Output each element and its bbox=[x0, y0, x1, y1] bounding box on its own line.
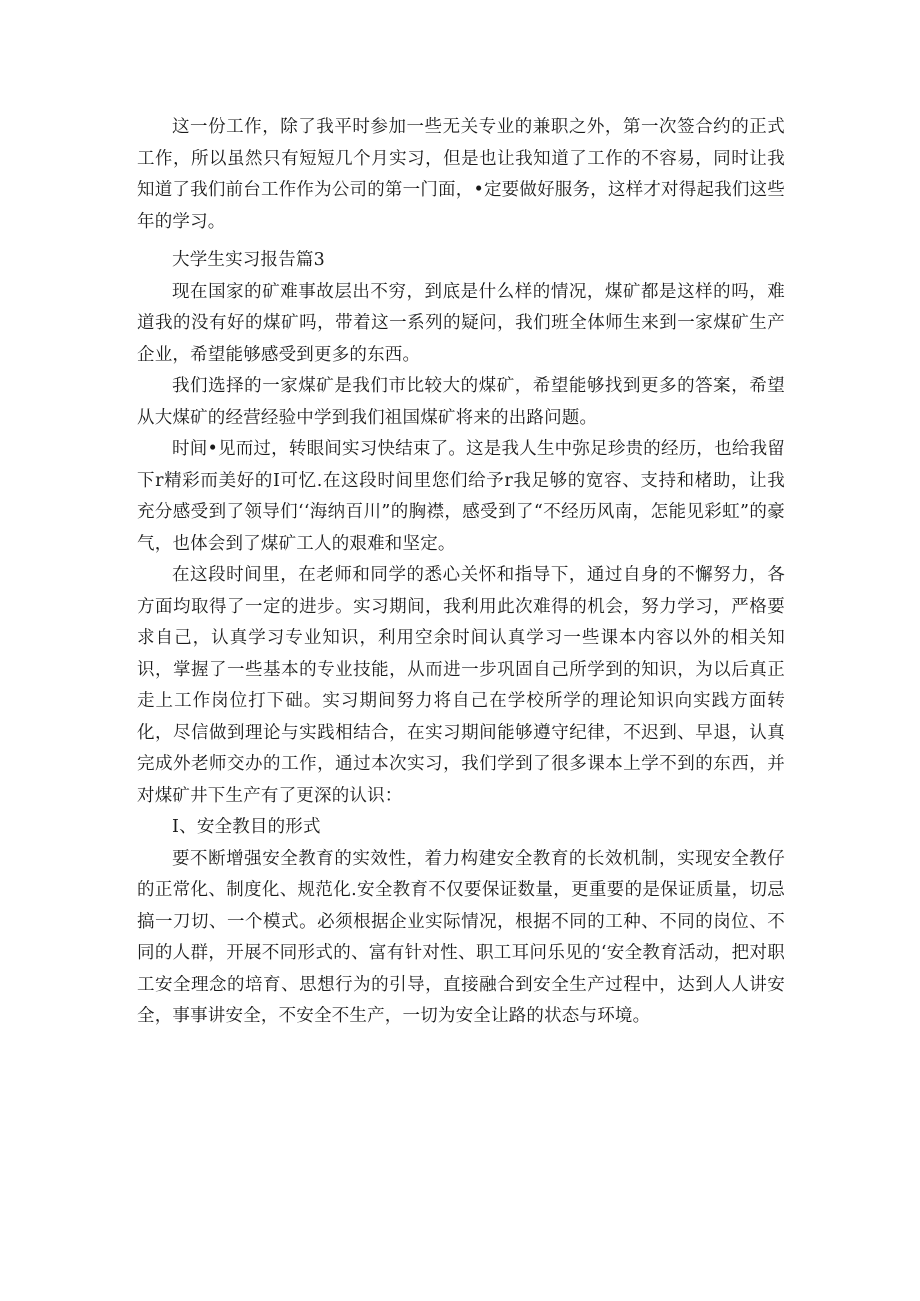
section-heading-safety: I、安全教目的形式 bbox=[172, 817, 321, 837]
paragraph-intro: 这一份工作，除了我平时参加一些无关专业的兼职之外，第一次签合约的正式工作，所以虽然只有短短几个月实习，但是也让我知道了工作的不容易，同时让我知道了我们前台工作作为公司的第一门面，•定要做好服务，这样才对得起我们这些年的学习。 bbox=[137, 117, 785, 232]
paragraph-progress: 在这段时间里，在老师和同学的悉心关怀和指导下，通过自身的不懈努力，各方面均取得了一定的进步。实习期间，我利用此次难得的机会，努力学习，严格要求自己，认真学习专业知识，利用空余时间认真学习一些课本内容以外的相关知识，掌握了一些基本的专业技能，从而进一步巩固自己所学到的知识，为以后真正走上工作岗位打下础。实习期间努力将自己在学校所学的理论知识向实践方面转化，尽信做到理论与实践相结合，在实习期间能够遵守纪律，不迟到、早退，认真完成外老师交办的工作，通过本次实习，我们学到了很多课本上学不到的东西，并对煤矿井下生产有了更深的认识： bbox=[137, 565, 785, 806]
paragraph-safety-education: 要不断增强安全教育的实效性，着力构建安全教育的长效机制，实现安全教仔的正常化、制度化、规范化.安全教育不仅要保证数量，更重要的是保证质量，切忌搞一刀切、一个模式。必须根据企业实际情况，根据不同的工种、不同的岗位、不同的人群，开展不同形式的、富有针对性、职工耳问乐见的‘安全教育活动，把对职工安全理念的培育、思想行为的引导，直接融合到安全生产过程中，达到人人讲安全，事事讲安全，不安全不生产，一切为安全让路的状态与环境。 bbox=[137, 848, 785, 1026]
section-heading-report-3: 大学生实习报告篇3 bbox=[172, 250, 325, 270]
paragraph-time-passing: 时间•见而过，转眼间实习快结束了。这是我人生中弥足珍贵的经历，也给我留下r精彩而美好的I可忆.在这段时间里您们给予r我足够的宽容、支持和楮助，让我充分感受到了领导们‘‘海纳百川”的胸襟，感受到了“不经历风南，怎能见彩虹”的豪气，也体会到了煤矿工人的艰难和坚定。 bbox=[137, 439, 785, 554]
document-page bbox=[137, 112, 785, 1033]
paragraph-mine-question: 现在国家的矿难事故层出不穷，到底是什么样的情况，煤矿都是这样的吗，难道我的没有好的煤矿吗，带着这一系列的疑问，我们班全体师生来到一家煤矿生产企业，希望能够感受到更多的东西。 bbox=[137, 281, 785, 365]
paragraph-mine-choice: 我们选择的一家煤矿是我们市比较大的煤矿，希望能够找到更多的答案，希望从大煤矿的经营经验中学到我们祖国煤矿将来的出路问题。 bbox=[137, 376, 785, 428]
